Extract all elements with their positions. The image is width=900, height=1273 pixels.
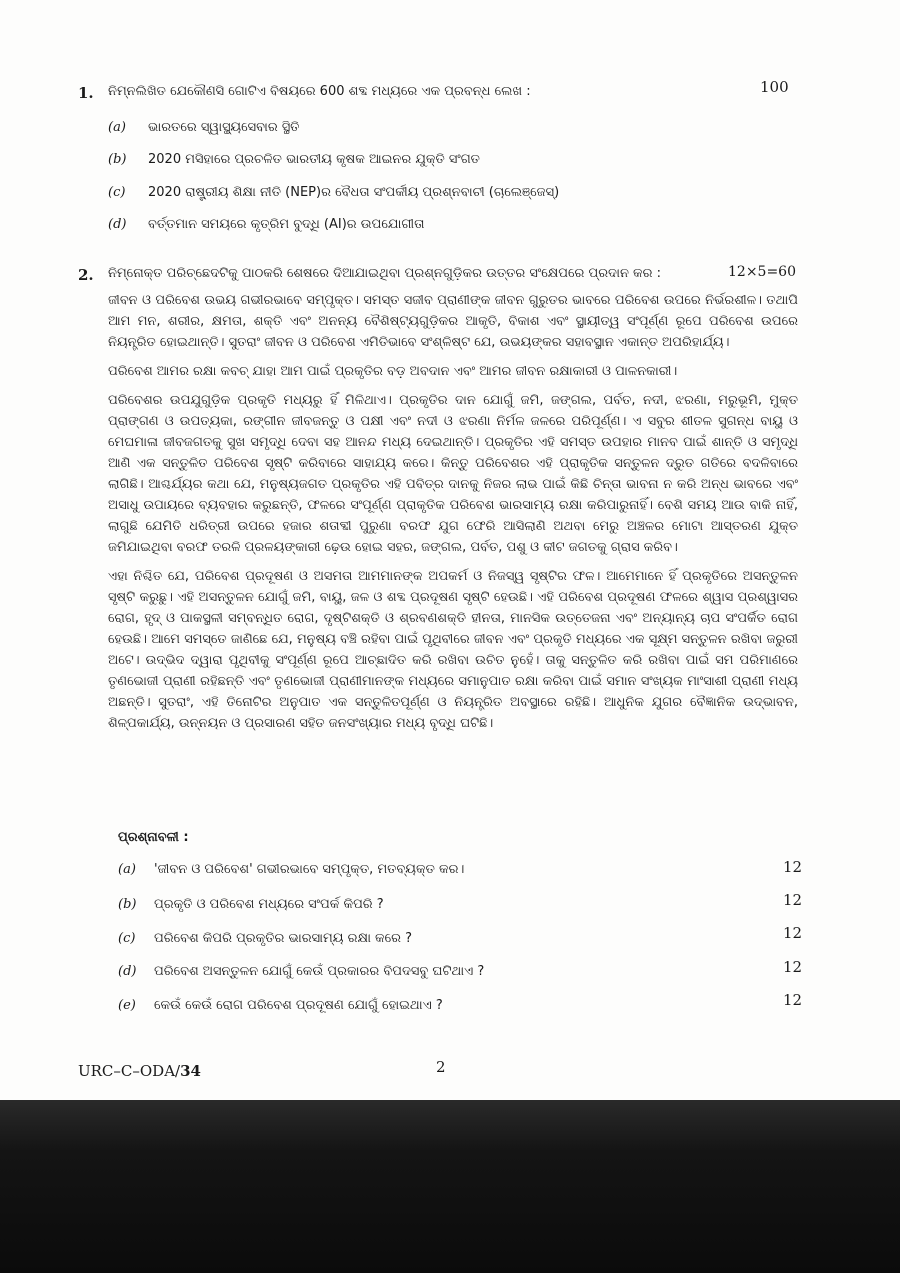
sub-question-marks: 12 [783,891,803,909]
passage-paragraph: ଏହା ନିଶ୍ଚିତ ଯେ, ପରିବେଶ ପ୍ରଦୂଷଣ ଓ ଅସମତା ଆମମାନଙ୍କ ଅପକର୍ମ ଓ ନିଜସ୍ୱ ସୃଷ୍ଟିର ଫଳ। ଆମେମାନେ ହିଁ ପ୍ରକୃତିରେ ଅସନ୍ତୁଳନ ସୃଷ୍ଟି କରୁଛୁ। ଏହି ଅସନ୍ତୁଳନ ଯୋଗୁଁ ଜମି, ବାୟୁ, ଜଳ ଓ ଶବ୍ଦ ପ୍ରଦୂଷଣ ସୃଷ୍ଟି ହେଉଛି। ଏହି ପରିବେଶ ପ୍ରଦୂଷଣ ଫଳରେ ଶ୍ୱାସ ପ୍ରଶ୍ୱାସର ରୋଗ, ହୃଦ୍ ଓ ପାକସ୍ଥଳୀ ସମ୍ବନ୍ଧିତ ରୋଗ, ଦୃଷ୍ଟିଶକ୍ତି ଓ ଶ୍ରବଣଶକ୍ତି ହୀନତା, ମାନସିକ ଉତ୍ତେଜନା ଏବଂ ଅନ୍ୟାନ୍ୟ ଚାପ ସଂପର୍କିତ ରୋଗ ହେଉଛି। ଆମେ ସମସ୍ତେ ଜାଣିଛେ ଯେ, ମନୁଷ୍ୟ ବଞ୍ଚି ରହିବା ପାଇଁ ପୃଥିବୀରେ ଜୀବନ ଏବଂ ପ୍ରକୃତି ମଧ୍ୟରେ ଏକ ସୂକ୍ଷ୍ମ ସନ୍ତୁଳନ ରଖିବା ଜରୁରୀ ଅଟେ। ଉଦ୍ଭିଦ ଦ୍ୱାରା ପୃଥିବୀକୁ ସଂପୂର୍ଣ୍ଣ ରୂପେ ଆଚ୍ଛାଦିତ କରି ରଖିବା ଉଚିତ ନୁହେଁ। ତାକୁ ସନ୍ତୁଳିତ କରି ରଖିବା ପାଇଁ ସମ ପରିମାଣରେ ତୃଣଭୋଜୀ ପ୍ରାଣୀ ରହିଛନ୍ତି ଏବଂ ତୃଣଭୋଜୀ ପ୍ରାଣୀମାନଙ୍କ ମଧ୍ୟରେ ସମାନୁପାତ ରକ୍ଷା କରିବା ପାଇଁ ସମାନ ସଂଖ୍ୟକ ମାଂସାଶୀ ପ୍ରାଣୀ ମଧ୍ୟ ଅଛନ୍ତି। ସୁତରାଂ, ଏହି ତିନୋଟିର ଅନୁପାତ ଏକ ସନ୍ତୁଳିତପୂର୍ଣ୍ଣ ଓ ନିୟନ୍ତ୍ରିତ ଅବସ୍ଥାରେ ରହିଛି। ଆଧୁନିକ ଯୁଗର ବୈଜ୍ଞାନିକ ଉଦ୍ଭାବନ, ଶିଳ୍ପକାର୍ଯ୍ୟ, ଉନ୍ନୟନ ଓ ପ୍ରସାରଣ ସହିତ ଜନସଂଖ୍ୟାର ମଧ୍ୟ ବୃଦ୍ଧି ଘଟିଛି। [108,569,798,731]
question-1-option-c [108,185,559,200]
option-label: (a) [108,120,126,135]
paper-code [78,1062,201,1080]
paper-code-number: 34 [180,1062,201,1080]
option-label: (c) [108,185,126,200]
sub-question-a [118,862,464,877]
option-text: 2020 ରାଷ୍ଟ୍ରୀୟ ଶିକ୍ଷା ନୀତି (NEP)ର ବୈଧତା ସଂପର୍କୀୟ ପ୍ରଶ୍ନବାଚୀ (ଚାଲେଞ୍ଜେସ୍) [148,185,560,200]
comprehension-passage [108,290,798,742]
sub-question-label: (c) [118,931,136,946]
question-2-number: 2. [78,266,94,284]
question-1-option-d [108,217,424,232]
sub-question-c [118,931,412,946]
sub-question-label: (e) [118,998,136,1013]
sub-question-b [118,897,384,912]
option-label: (d) [108,217,127,232]
sub-question-text: 'ଜୀବନ ଓ ପରିବେଶ' ଗଭୀରଭାବେ ସମ୍ପୃକ୍ତ, ମତବ୍ୟକ୍ତ କର। [154,862,465,877]
sub-question-marks: 12 [783,858,803,876]
sub-question-d [118,964,484,979]
sub-question-label: (b) [118,897,137,912]
sub-question-e [118,998,443,1013]
questions-title: ପ୍ରଶ୍ନାବଳୀ : [118,830,189,845]
question-2-marks: 12×5=60 [728,264,796,280]
option-label: (b) [108,152,127,167]
question-1-option-a [108,120,299,135]
option-text: ଭାରତରେ ସ୍ୱାସ୍ଥ୍ୟସେବାର ସ୍ଥିତି [148,120,300,135]
question-2-stem: ନିମ୍ନୋକ୍ତ ପରିଚ୍ଛେଦଟିକୁ ପାଠକରି ଶେଷରେ ଦିଆଯାଇଥିବା ପ୍ରଶ୍ନଗୁଡ଼ିକର ଉତ୍ତର ସଂକ୍ଷେପରେ ପ୍ରଦାନ କର : [108,266,662,281]
scan-background [0,1100,900,1273]
sub-question-text: ପରିବେଶ କିପରି ପ୍ରକୃତିର ଭାରସାମ୍ୟ ରକ୍ଷା କରେ ? [154,931,413,946]
passage-paragraph: ପରିବେଶ ଆମର ରକ୍ଷା କବଚ୍ ଯାହା ଆମ ପାଇଁ ପ୍ରକୃତିର ବଡ଼ ଅବଦାନ ଏବଂ ଆମର ଜୀବନ ରକ୍ଷାକାରୀ ଓ ପାଳନକାରୀ। [108,364,678,379]
passage-paragraph: ପରିବେଶର ଉପଯୁଗୁଡ଼ିକ ପ୍ରକୃତି ମଧ୍ୟରୁ ହିଁ ମିଳିଥାଏ। ପ୍ରକୃତିର ଦାନ ଯୋଗୁଁ ଜମି, ଜଙ୍ଗଲ, ପର୍ବତ, ନଦୀ, ଝରଣା, ମରୁଭୂମି, ମୁକ୍ତ ପ୍ରାଙ୍ଗଣ ଓ ଉପତ୍ୟକା, ରଙ୍ଗୀନ ଜୀବଜନ୍ତୁ ଓ ପକ୍ଷୀ ଏବଂ ନଦୀ ଓ ଝରଣା ନିର୍ମଳ ଜଳରେ ପରିପୂର୍ଣ୍ଣ। ଏ ସବୁର ଶୀତଳ ସୁଗନ୍ଧ ବାୟୁ ଓ ମେଘମାଳା ଜୀବଜଗତକୁ ସୁଖ ସମୃଦ୍ଧି ଦେବା ସହ ଆନନ୍ଦ ମଧ୍ୟ ଦେଇଥାନ୍ତି। ପ୍ରକୃତିର ଏହି ସମସ୍ତ ଉପହାର ମାନବ ପାଇଁ ଶାନ୍ତି ଓ ସମୃଦ୍ଧି ଆଣି ଏକ ସନ୍ତୁଳିତ ପରିବେଶ ସୃଷ୍ଟି କରିବାରେ ସାହାଯ୍ୟ କରେ। କିନ୍ତୁ ପରିବେଶର ଏହି ପ୍ରାକୃତିକ ସନ୍ତୁଳନ ଦ୍ରୁତ ଗତିରେ ବଦଳିବାରେ ଲାଗିଛି। ଆଶ୍ଚର୍ଯ୍ୟର କଥା ଯେ, ମନୁଷ୍ୟଜଗତ ପ୍ରକୃତିର ଏହି ପବିତ୍ର ଦାନକୁ ନିଜର ଲାଭ ପାଇଁ କିଛି ଚିନ୍ତା ଭାବନା ନ କରି ଅନ୍ଧ ଭାବରେ ଏବଂ ଅସାଧୁ ଉପାୟରେ ବ୍ୟବହାର କରୁଛନ୍ତି, ଫଳରେ ସଂପୂର୍ଣ୍ଣ ପ୍ରାକୃତିକ ପରିବେଶ ଭାରସାମ୍ୟ ରକ୍ଷା କରିପାରୁନାହିଁ। ବେଶି ସମୟ ଆଉ ବାକି ନାହିଁ, ଲାଗୁଛି ଯେମିତି ଧରିତ୍ରୀ ଉପରେ ହଜାର ଶତାବ୍ଦୀ ପୁରୁଣା ବରଫ ଯୁଗ ଫେରି ଆସିଲାଣି ଅଥବା ମେରୁ ଅଞ୍ଚଳର ମୋଟା ଆସ୍ତରଣ ଯୁକ୍ତ ଜମିଯାଇଥିବା ବରଫ ତରଳି ପ୍ରଳୟଙ୍କାରୀ ଢ଼େଉ ହୋଇ ସହର, ଜଙ୍ଗଲ, ପର୍ବତ, ପଶୁ ଓ କୀଟ ଜଗତକୁ ଗ୍ରାସ କରିବ। [108,393,798,555]
option-text: ବର୍ତ୍ତମାନ ସମୟରେ କୃତ୍ରିମ ବୁଦ୍ଧି (AI)ର ଉପଯୋଗୀତା [148,217,425,232]
page-number: 2 [436,1058,446,1076]
passage-paragraph: ଜୀବନ ଓ ପରିବେଶ ଉଭୟ ଗଭୀରଭାବେ ସମ୍ପୃକ୍ତ। ସମସ୍ତ ସଜୀବ ପ୍ରାଣୀଙ୍କ ଜୀବନ ଗୁରୁତର ଭାବରେ ପରିବେଶ ଉପରେ ନିର୍ଭରଶୀଳ। ତଥାପି ଆମ ମନ, ଶରୀର, କ୍ଷମତା, ଶକ୍ତି ଏବଂ ଅନନ୍ୟ ବୈଶିଷ୍ଟ୍ୟଗୁଡ଼ିକର ଆକୃତି, ବିକାଶ ଏବଂ ସ୍ଥାୟୀତ୍ୱ ସଂପୂର୍ଣ୍ଣ ରୂପେ ପରିବେଶ ଉପରେ ନିୟନ୍ତ୍ରିତ ହୋଇଥାନ୍ତି। ସୁତରାଂ ଜୀବନ ଓ ପରିବେଶ ଏମିତିଭାବେ ସଂଶ୍ଳିଷ୍ଟ ଯେ, ଉଭୟଙ୍କର ସହାବସ୍ଥାନ ଏକାନ୍ତ ଅପରିହାର୍ଯ୍ୟ। [108,293,798,350]
sub-question-text: କେଉଁ କେଉଁ ରୋଗ ପରିବେଶ ପ୍ରଦୂଷଣ ଯୋଗୁଁ ହୋଇଥାଏ ? [154,998,443,1013]
sub-question-label: (a) [118,862,136,877]
sub-question-marks: 12 [783,991,803,1009]
option-text: 2020 ମସିହାରେ ପ୍ରଚଳିତ ଭାରତୀୟ କୃଷକ ଆଇନର ଯୁକ୍ତି ସଂଗତ [148,152,480,167]
question-1-number: 1. [78,84,94,102]
sub-question-text: ପରିବେଶ ଅସନ୍ତୁଳନ ଯୋଗୁଁ କେଉଁ ପ୍ରକାରର ବିପଦସବୁ ଘଟିଥାଏ ? [154,964,485,979]
paper-code-prefix: URC–C–ODA/ [78,1062,181,1080]
question-1-marks: 100 [760,78,789,96]
question-1-option-b [108,152,480,167]
question-1-stem: ନିମ୍ନଲିଖିତ ଯେକୌଣସି ଗୋଟିଏ ବିଷୟରେ 600 ଶବ୍ଦ ମଧ୍ୟରେ ଏକ ପ୍ରବନ୍ଧ ଲେଖ : [108,84,531,99]
sub-question-label: (d) [118,964,137,979]
sub-question-text: ପ୍ରକୃତି ଓ ପରିବେଶ ମଧ୍ୟରେ ସଂପର୍କ କିପରି ? [154,897,384,912]
sub-question-marks: 12 [783,958,803,976]
sub-question-marks: 12 [783,924,803,942]
